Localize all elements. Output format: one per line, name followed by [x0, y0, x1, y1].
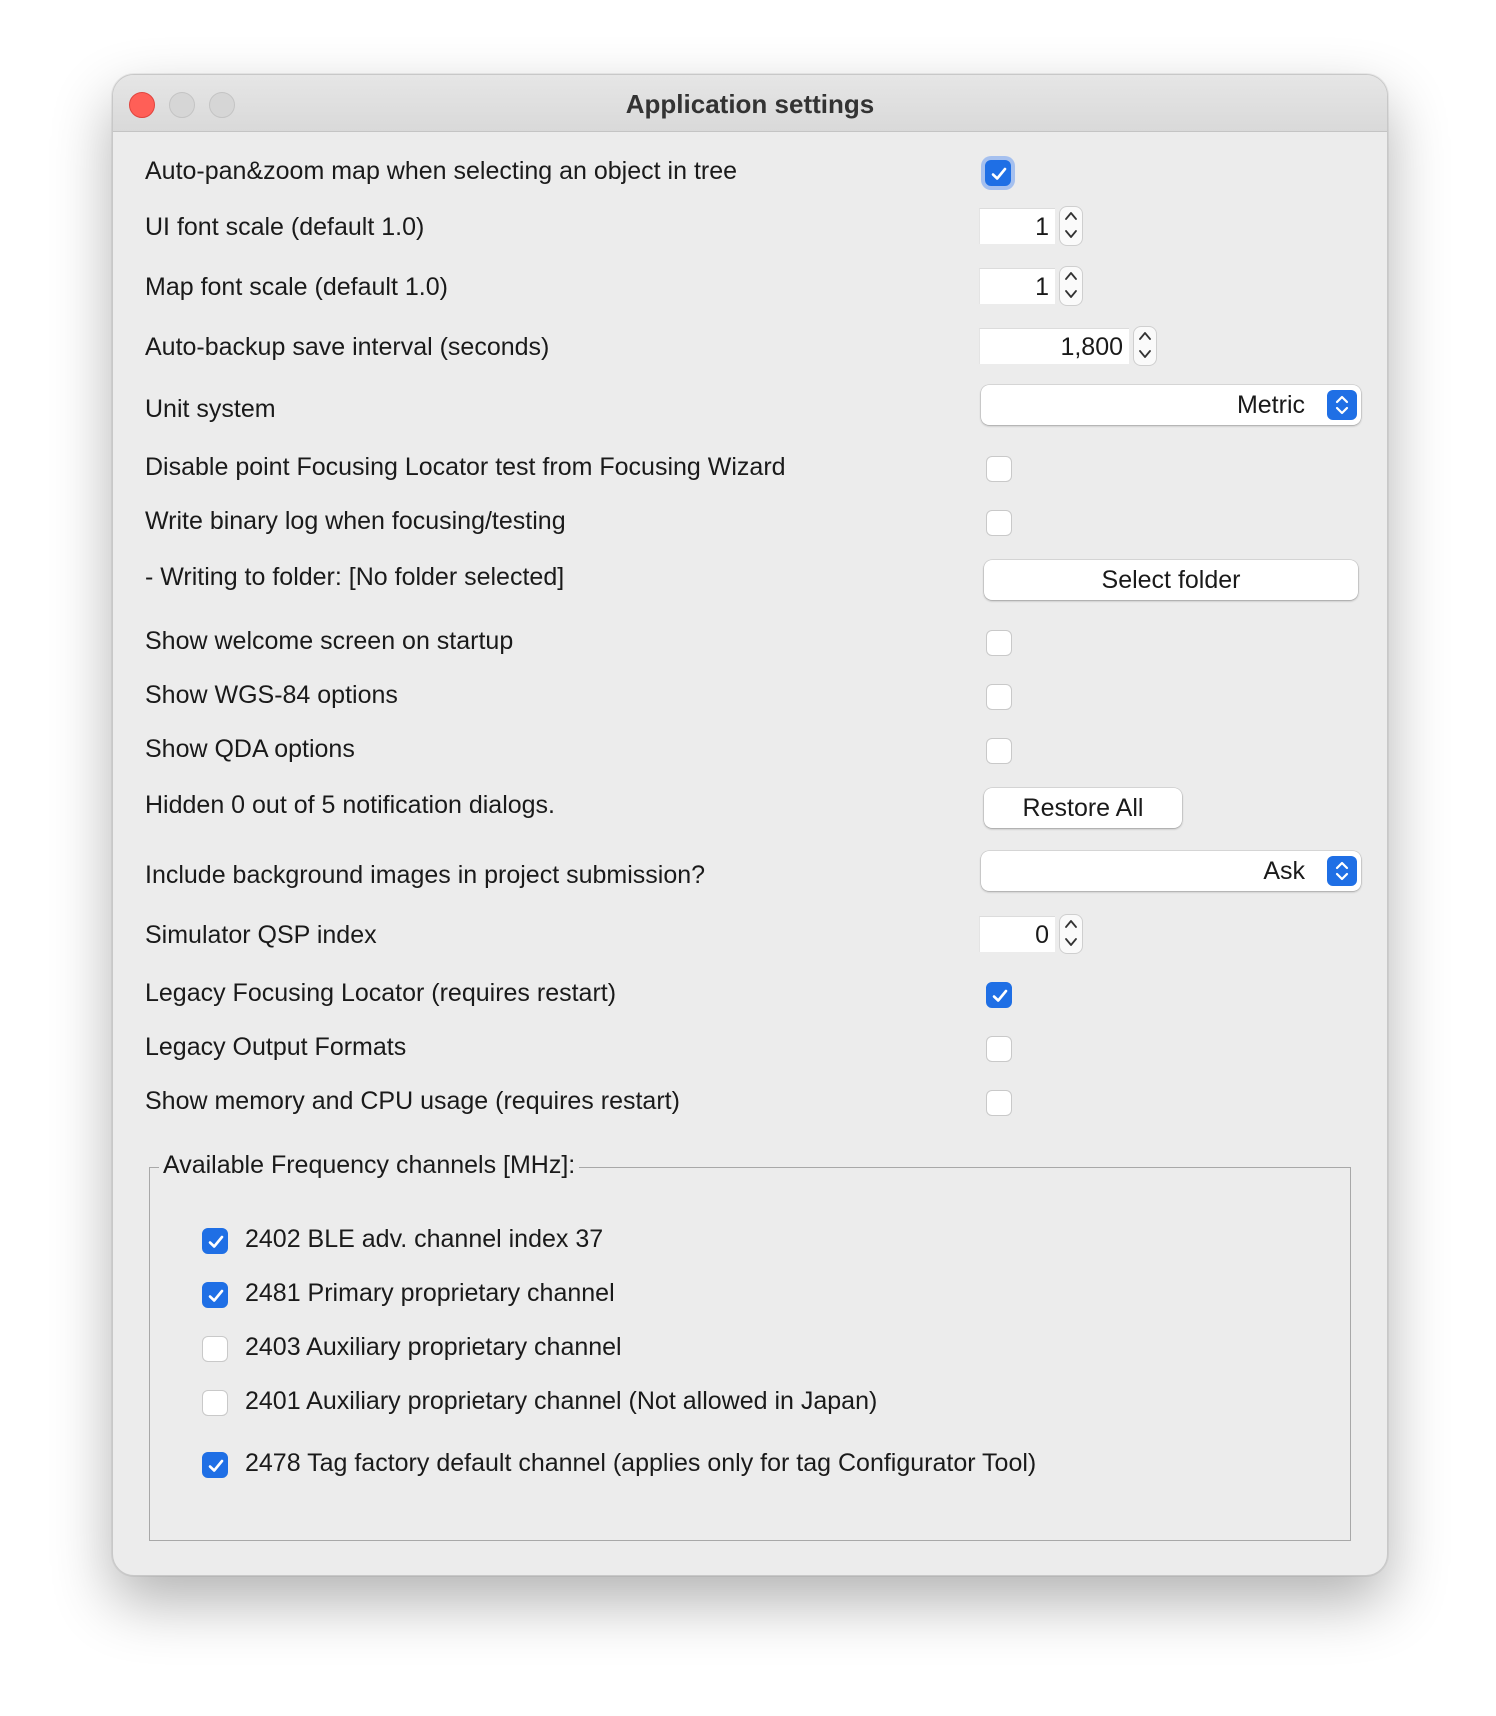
stepper-arrows-icon: [1064, 915, 1078, 951]
unit-system-value: Metric: [1236, 391, 1305, 419]
write-binary-log-checkbox[interactable]: [986, 510, 1012, 536]
stepper-arrows-icon: [1064, 267, 1078, 303]
checkmark-icon: [206, 1286, 226, 1306]
channel-2403-checkbox[interactable]: [202, 1336, 228, 1362]
autobackup-stepper[interactable]: [1133, 326, 1157, 366]
qda-label: Show QDA options: [145, 735, 355, 763]
map-font-scale-label: Map font scale (default 1.0): [145, 273, 448, 301]
memory-cpu-label: Show memory and CPU usage (requires restart): [145, 1087, 680, 1115]
write-binary-log-label: Write binary log when focusing/testing: [145, 507, 566, 535]
legacy-locator-label: Legacy Focusing Locator (requires restart): [145, 979, 617, 1007]
unit-system-label: Unit system: [145, 395, 276, 423]
disable-point-test-label: Disable point Focusing Locator test from Focusing Wizard: [145, 453, 786, 481]
background-images-value: Ask: [1263, 857, 1305, 885]
background-images-label: Include background images in project submission?: [145, 861, 706, 889]
hidden-dialogs-label: Hidden 0 out of 5 notification dialogs.: [145, 791, 555, 819]
qsp-index-label: Simulator QSP index: [145, 921, 377, 949]
auto-pan-label: Auto-pan&zoom map when selecting an object in tree: [145, 157, 738, 185]
channel-2401-label: 2401 Auxiliary proprietary channel (Not allowed in Japan): [245, 1387, 878, 1415]
stepper-arrows-icon: [1138, 327, 1152, 363]
welcome-screen-checkbox[interactable]: [986, 630, 1012, 656]
background-images-select[interactable]: [981, 851, 1361, 891]
ui-font-scale-stepper[interactable]: [1059, 206, 1083, 246]
memory-cpu-checkbox[interactable]: [986, 1090, 1012, 1116]
restore-all-button[interactable]: Restore All: [984, 788, 1182, 828]
wgs84-checkbox[interactable]: [986, 684, 1012, 710]
autobackup-label: Auto-backup save interval (seconds): [145, 333, 550, 361]
frequency-channels-legend: Available Frequency channels [MHz]:: [159, 1151, 579, 1180]
legacy-locator-checkbox[interactable]: [986, 982, 1012, 1008]
channel-2481-label: 2481 Primary proprietary channel: [245, 1279, 615, 1307]
map-font-scale-stepper[interactable]: [1059, 266, 1083, 306]
autobackup-input[interactable]: 1,800: [979, 328, 1129, 364]
map-font-scale-input[interactable]: 1: [979, 268, 1055, 304]
legacy-output-checkbox[interactable]: [986, 1036, 1012, 1062]
auto-pan-checkbox[interactable]: [985, 160, 1011, 186]
qsp-index-stepper[interactable]: [1059, 914, 1083, 954]
channel-2403-label: 2403 Auxiliary proprietary channel: [245, 1333, 622, 1361]
wgs84-label: Show WGS-84 options: [145, 681, 398, 709]
checkmark-icon: [989, 164, 1009, 184]
checkmark-icon: [990, 986, 1010, 1006]
ui-font-scale-label: UI font scale (default 1.0): [145, 213, 425, 241]
legacy-output-label: Legacy Output Formats: [145, 1033, 407, 1061]
checkmark-icon: [206, 1232, 226, 1252]
select-arrows-icon: [1327, 390, 1357, 420]
select-folder-button[interactable]: Select folder: [984, 560, 1358, 600]
window-title: Application settings: [625, 89, 875, 119]
checkmark-icon: [206, 1456, 226, 1476]
title-bar: [113, 75, 1387, 132]
channel-2402-checkbox[interactable]: [202, 1228, 228, 1254]
disable-point-test-checkbox[interactable]: [986, 456, 1012, 482]
channel-2402-label: 2402 BLE adv. channel index 37: [245, 1225, 604, 1253]
writing-folder-label: - Writing to folder: [No folder selected]: [145, 563, 565, 591]
select-arrows-icon: [1327, 856, 1357, 886]
welcome-screen-label: Show welcome screen on startup: [145, 627, 514, 655]
stepper-arrows-icon: [1064, 207, 1078, 243]
channel-2478-checkbox[interactable]: [202, 1452, 228, 1478]
channel-2481-checkbox[interactable]: [202, 1282, 228, 1308]
qda-checkbox[interactable]: [986, 738, 1012, 764]
unit-system-select[interactable]: [981, 385, 1361, 425]
channel-2478-label: 2478 Tag factory default channel (applies only for tag Configurator Tool): [245, 1449, 1037, 1477]
channel-2401-checkbox[interactable]: [202, 1390, 228, 1416]
ui-font-scale-input[interactable]: 1: [979, 208, 1055, 244]
qsp-index-input[interactable]: 0: [979, 916, 1055, 952]
settings-window: [112, 74, 1388, 1576]
